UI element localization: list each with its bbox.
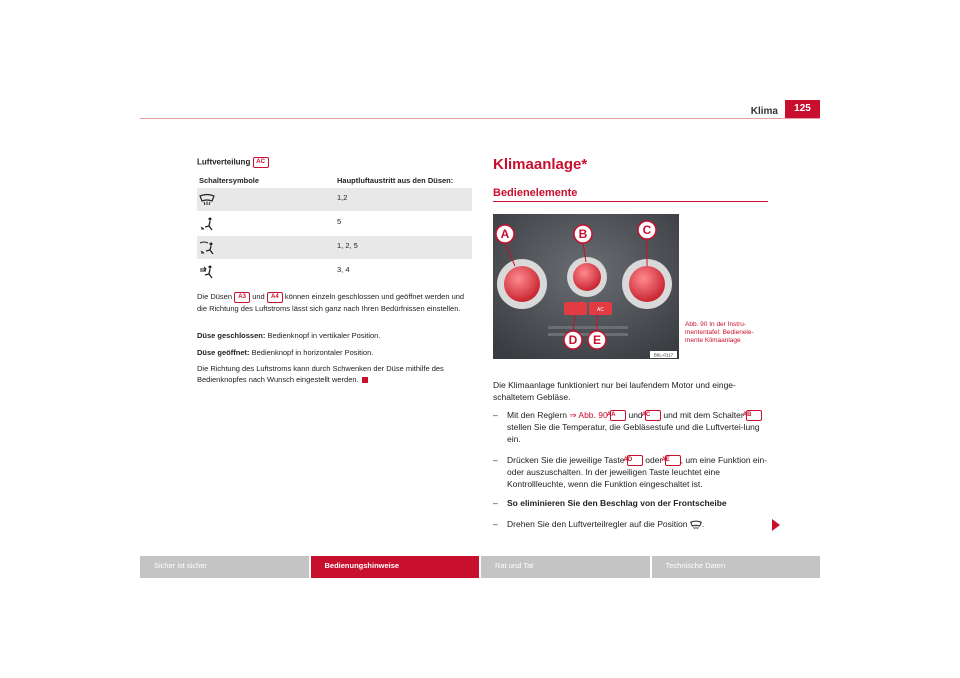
section-end-marker bbox=[362, 377, 368, 383]
table-cell-value: 5 bbox=[337, 217, 342, 226]
step-defog: – Drehen Sie den Luftverteilregler auf die Position . bbox=[493, 519, 705, 529]
figure-code: B6L-0117 bbox=[653, 352, 674, 358]
windshield-defrost-icon bbox=[690, 520, 702, 529]
step-buttons: – Drücken Sie die jeweilige Taste AD oder AE , um eine Funktion ein- oder auszuschalten. In der jeweiligen Taste leuchtet eine Kontrollleuchte, wenn die Funktion eingeschaltet ist. bbox=[493, 455, 768, 490]
temperature-knob bbox=[504, 266, 540, 302]
recirculation-button bbox=[564, 302, 587, 315]
ref-badge: AC bbox=[645, 410, 661, 421]
fan-speed-knob bbox=[573, 263, 601, 291]
nozzle-open-paragraph: Düse geöffnet: Bedienknopf in horizontaler Position. bbox=[197, 348, 374, 357]
nozzle-closed-paragraph: Düse geschlossen: Bedienknopf in vertikaler Position. bbox=[197, 331, 381, 340]
nozzle-paragraph: Die Düsen A3 und A4 können einzeln geschlossen und geöffnet werden und die Richtung des Luftstroms lässt sich ganz nach Ihren Bedürfnissen einstellen. bbox=[197, 292, 465, 313]
ref-badge: A3 bbox=[234, 292, 250, 303]
step-defog-heading: – So eliminieren Sie den Beschlag von der Frontscheibe bbox=[493, 498, 727, 508]
table-cell-value: 1, 2, 5 bbox=[337, 241, 358, 250]
callout-c: C bbox=[642, 223, 652, 237]
footer-tab-bedienungshinweise[interactable]: Bedienungshinweise bbox=[311, 556, 480, 578]
table-cell-value: 3, 4 bbox=[337, 265, 350, 274]
table-row bbox=[197, 211, 472, 235]
footwell-airflow-icon bbox=[199, 217, 215, 231]
ref-badge: A4 bbox=[267, 292, 283, 303]
callout-e: E bbox=[592, 333, 602, 347]
ref-badge: AD bbox=[627, 455, 643, 466]
table-header-outlets: Hauptluftaustritt aus den Düsen: bbox=[337, 176, 454, 185]
ac-button-label: AC bbox=[597, 307, 604, 313]
climate-control-figure bbox=[493, 214, 679, 359]
air-distribution-knob bbox=[629, 266, 665, 302]
page-number: 125 bbox=[785, 100, 820, 118]
ref-badge: AE bbox=[665, 455, 681, 466]
figure-caption: Abb. 90 In der Instru-mententafel: Bedienele-mente Klimaanlage bbox=[685, 321, 754, 344]
windshield-footwell-airflow-icon bbox=[199, 241, 215, 255]
section-subtitle: Bedienelemente bbox=[493, 187, 578, 199]
symbol-table bbox=[197, 174, 472, 283]
ref-badge: AA bbox=[610, 410, 626, 421]
intro-paragraph: Die Klimaanlage funktioniert nur bei laufendem Motor und einge-schaltetem Gebläse. bbox=[493, 380, 736, 402]
callout-b: B bbox=[578, 227, 588, 241]
next-page-arrow[interactable] bbox=[772, 519, 780, 531]
table-cell-value: 1,2 bbox=[337, 193, 348, 202]
chapter-title: Klima bbox=[750, 106, 778, 117]
footer-tab-rat-und-tat[interactable]: Rat und Tat bbox=[481, 556, 650, 578]
table-row bbox=[197, 187, 472, 211]
windshield-defrost-icon bbox=[199, 193, 215, 207]
callout-d: D bbox=[568, 333, 578, 347]
footer-tab-technische-daten[interactable]: Technische Daten bbox=[652, 556, 821, 578]
table-row bbox=[197, 235, 472, 259]
section-title: Klimaanlage* bbox=[493, 156, 588, 173]
subtitle-rule bbox=[493, 201, 768, 202]
callout-a: A bbox=[500, 227, 510, 241]
footer-nav bbox=[140, 556, 820, 578]
section-heading: Luftverteilung AC bbox=[197, 157, 269, 168]
header-rule bbox=[140, 118, 820, 119]
face-airflow-icon bbox=[199, 265, 215, 279]
footer-tab-sicher[interactable]: Sicher ist sicher bbox=[140, 556, 309, 578]
table-header bbox=[197, 174, 472, 187]
ref-badge: AC bbox=[253, 157, 269, 168]
ref-badge: AB bbox=[746, 410, 762, 421]
table-row bbox=[197, 259, 472, 283]
step-controls: – Mit den Reglern ⇒ Abb. 90 AA und AC und mit dem Schalter AB stellen Sie die Temperatur, die Gebläsestufe und die Luftvertei-lung ein. bbox=[493, 409, 775, 445]
airflow-direction-paragraph: Die Richtung des Luftstroms kann durch Schwenken der Düse mithilfe des Bedienknopfes nach Wunsch eingestellt werden. bbox=[197, 364, 444, 384]
table-header-symbols: Schaltersymbole bbox=[199, 176, 260, 185]
figure-link[interactable]: ⇒ Abb. 90 bbox=[569, 410, 608, 420]
